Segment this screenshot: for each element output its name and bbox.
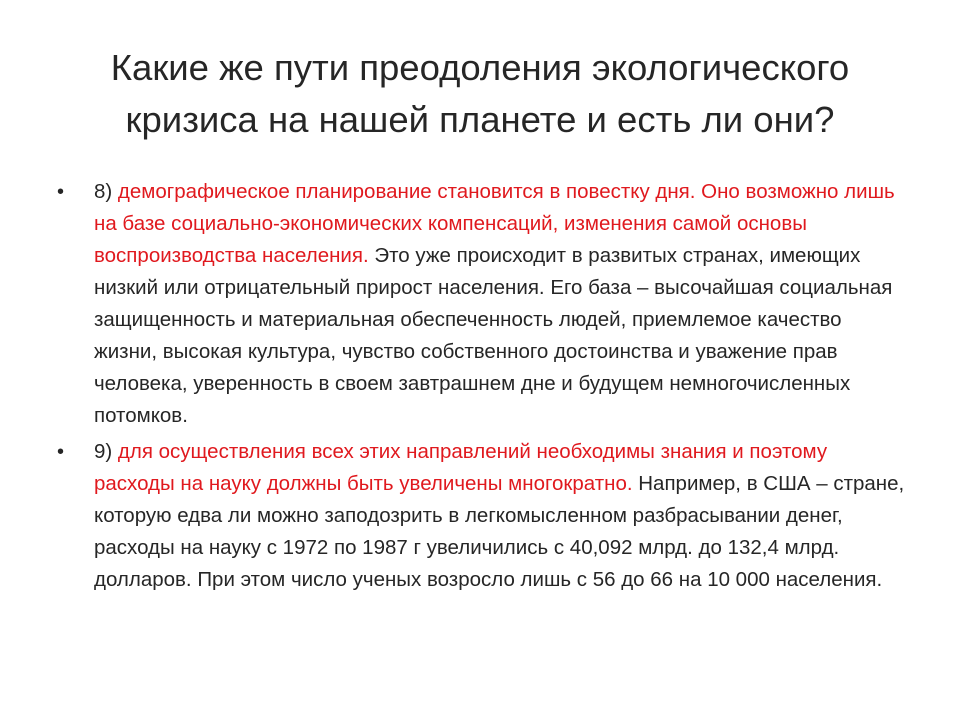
bullet-item-8 (57, 176, 907, 432)
bullet-highlight-text: для осуществления всех этих направлений необходимы знания и поэтому расходы на науку должны быть увеличены многократно. (94, 440, 828, 495)
bullet-item-9 (57, 436, 907, 596)
bullet-body-text: Это уже происходит в развитых странах, имеющих низкий или отрицательный прирост населения. Его база – высочайшая социальная защищенность и материальная обеспеченность людей, приемлемое качество жизни, высокая культура, чувство собственного достоинства и уважение прав человека, уверенность в своем завтрашнем дне и будущем немногочисленных потомков. (94, 244, 893, 427)
bullet-number: 9) (94, 440, 113, 463)
bullet-dot-icon: • (57, 441, 65, 463)
slide-title: Какие же пути преодоления экологического кризиса на нашей планете и есть ли они? (110, 47, 850, 140)
bullet-highlight-text: демографическое планирование становится в повестку дня. Оно возможно лишь на базе социально-экономических компенсаций, изменения самой основы воспроизводства населения. (94, 180, 895, 267)
bullet-number: 8) (94, 180, 113, 203)
bullet-dot-icon: • (57, 181, 65, 203)
bullet-body-text: Например, в США – стране, которую едва ли можно заподозрить в легкомысленном разбрасывании денег, расходы на науку с 1972 по 1987 г увеличились с 40,092 млрд. до 132,4 млрд. долларов. При этом число ученых возросло лишь с 56 до 66 на 10 000 населения. (94, 472, 905, 591)
bullet-list (57, 176, 907, 600)
